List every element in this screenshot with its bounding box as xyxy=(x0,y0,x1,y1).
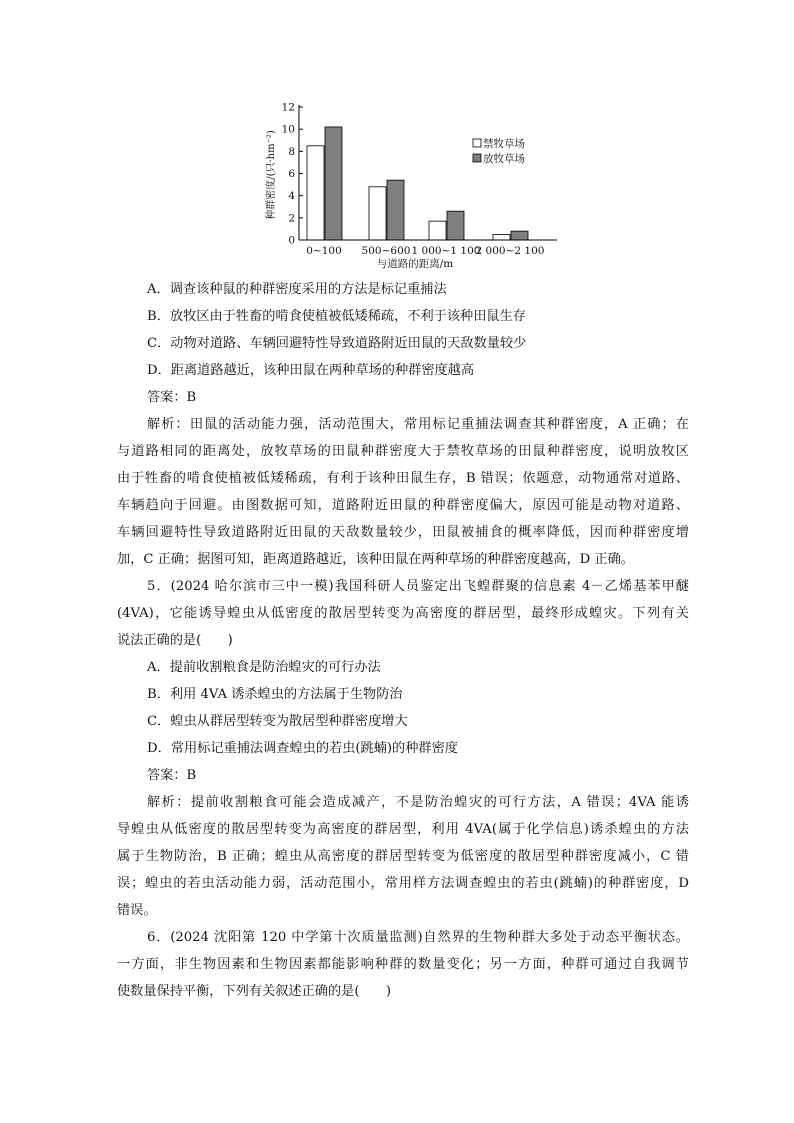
q5-analysis-line: 错误。 xyxy=(117,903,157,918)
q5-options xyxy=(117,654,689,762)
q4-analysis-line: 车辆趋向于回避。由图数据可知，道路附近田鼠的种群密度偏大，原因可能是动物对道路、 xyxy=(117,498,689,513)
y-tick-label: 10 xyxy=(281,123,295,136)
q6-stem xyxy=(117,924,689,1005)
legend-swatch-grazing-banned xyxy=(473,139,481,147)
q5-stem-line: 说法正确的是( ) xyxy=(117,633,233,648)
q6-stem-line: 使数量保持平衡，下列有关叙述正确的是( ) xyxy=(117,984,392,999)
population-density-chart xyxy=(262,95,572,275)
bar-grazing xyxy=(387,180,404,240)
q4-analysis-line: 由于牲畜的啃食使植被低矮稀疏，有利于该种田鼠生存，B 错误；依题意，动物通常对道路、 xyxy=(117,471,689,486)
q4-option-c: C．动物对道路、车辆回避特性导致道路附近田鼠的天敌数量较少 xyxy=(147,336,527,351)
x-tick-label: 500~600 xyxy=(361,245,411,257)
q5-stem xyxy=(117,573,689,654)
bar-grazing xyxy=(511,231,528,240)
q5-option-c: C．蝗虫从群居型转变为散居型种群密度增大 xyxy=(147,714,408,729)
q4-analysis-line: 加，C 正确；据图可知，距离道路越近，该种田鼠在两种草场的种群密度越高，D 正确。 xyxy=(117,552,634,567)
y-tick-label: 8 xyxy=(288,145,295,158)
q5-answer: 答案：B xyxy=(147,768,197,783)
q5-stem-line: (4VA)，它能诱导蝗虫从低密度的散居型转变为高密度的群居型，最终形成蝗灾。下列有关 xyxy=(117,606,689,621)
x-tick-label: 2 000~2 100 xyxy=(475,245,545,257)
bar-grazing-banned xyxy=(307,146,324,240)
y-tick-label: 2 xyxy=(288,212,295,225)
bar-chart-svg xyxy=(262,95,572,275)
bar-grazing-banned xyxy=(493,234,510,240)
q5-analysis-line: 属于生物防治，B 正确；蝗虫从高密度的群居型转变为低密度的散居型种群密度减小，C 错 xyxy=(117,849,689,864)
x-axis-label: 与道路的距离/m xyxy=(376,258,454,270)
q4-analysis-line: 车辆回避特性导致道路附近田鼠的天敌数量较少，田鼠被捕食的概率降低，因而种群密度增 xyxy=(117,525,689,540)
question-content xyxy=(117,276,689,1005)
q4-options xyxy=(117,276,689,384)
y-tick-label: 12 xyxy=(281,101,295,114)
q5-option-b: B．利用 4VA 诱杀蝗虫的方法属于生物防治 xyxy=(147,687,403,702)
q5-option-d: D．常用标记重捕法调查蝗虫的若虫(跳蝻)的种群密度 xyxy=(147,741,458,756)
q5-option-a: A．提前收割粮食是防治蝗灾的可行办法 xyxy=(147,660,381,675)
q4-analysis-line: 与道路相同的距离处，放牧草场的田鼠种群密度大于禁牧草场的田鼠种群密度，说明放牧区 xyxy=(117,444,689,459)
q6-stem-line: 6．(2024 沈阳第 120 中学第十次质量监测)自然界的生物种群大多处于动态平衡状态。 xyxy=(147,930,689,945)
bar-grazing xyxy=(447,211,464,240)
bar-grazing-banned xyxy=(369,187,386,240)
bar-grazing xyxy=(325,127,342,240)
q6-stem-line: 一方面，非生物因素和生物因素都能影响种群的数量变化；另一方面，种群可通过自我调节 xyxy=(117,957,689,972)
bar-grazing-banned xyxy=(429,221,446,240)
y-tick-label: 0 xyxy=(288,234,295,247)
x-tick-label: 1 000~1 100 xyxy=(411,245,481,257)
q5-analysis-line: 误；蝗虫的若虫活动能力弱，活动范围小，常用样方法调查蝗虫的若虫(跳蝻)的种群密度，D xyxy=(117,876,689,891)
q5-analysis-line: 解析：提前收割粮食可能会造成减产，不是防治蝗灾的可行方法，A 错误；4VA 能诱 xyxy=(147,795,689,810)
legend-label-grazing-banned: 禁牧草场 xyxy=(483,138,525,150)
q4-option-d: D．距离道路越近，该种田鼠在两种草场的种群密度越高 xyxy=(147,363,475,378)
q4-option-b: B．放牧区由于牲畜的啃食使植被低矮稀疏，不利于该种田鼠生存 xyxy=(147,309,526,324)
y-axis-label: 种群密度/(只·hm⁻²) xyxy=(266,130,277,220)
q5-analysis xyxy=(117,789,689,924)
q5-analysis-line: 导蝗虫从低密度的散居型转变为高密度的群居型，利用 4VA(属于化学信息)诱杀蝗虫的方法 xyxy=(117,822,689,837)
legend xyxy=(473,137,525,165)
q4-option-a: A．调查该种鼠的种群密度采用的方法是标记重捕法 xyxy=(147,282,447,297)
q4-analysis-line: 解析：田鼠的活动能力强，活动范围大，常用标记重捕法调查其种群密度，A 正确；在 xyxy=(147,417,689,432)
legend-swatch-grazing xyxy=(473,154,481,162)
x-tick-label: 0~100 xyxy=(306,245,342,257)
legend-label-grazing: 放牧草场 xyxy=(483,153,525,165)
y-tick-label: 6 xyxy=(288,168,295,180)
q4-answer: 答案：B xyxy=(147,390,197,405)
q4-analysis xyxy=(117,411,689,573)
y-tick-label: 4 xyxy=(288,190,295,203)
q5-stem-line: 5．(2024 哈尔滨市三中一模)我国科研人员鉴定出飞蝗群聚的信息素 4－乙烯基苯甲醚 xyxy=(147,579,689,594)
